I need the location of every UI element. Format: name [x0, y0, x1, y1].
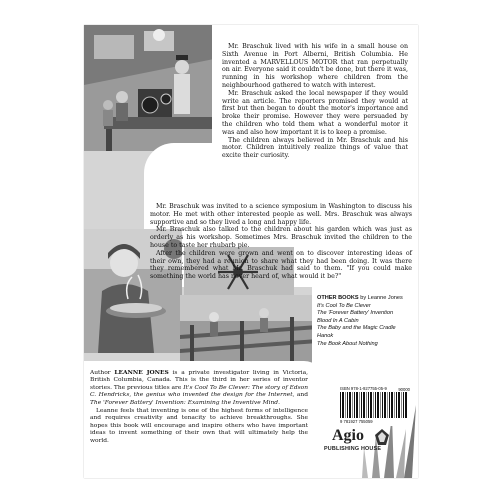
- isbn-text: ISBN 978-1-927755-05-9: [340, 386, 387, 391]
- story-paragraph: Mr. Braschuk also talked to the children about his garden which was just as orderly as his workshop. Sometimes Mrs. Braschuk invited the children to the house to taste her rhubarb pie.: [150, 226, 412, 249]
- publisher-emblem-icon: [375, 429, 389, 445]
- story-text-upper: [222, 43, 408, 160]
- publisher-name: Agio: [332, 427, 364, 444]
- story-paragraph: Mr. Braschuk asked the local newspaper if they would write an article. The reporters promised they would at first but then began to doubt the motor's importance and broke their promise. However they were persuaded by the children who told them what a wonderful motor it was and also how important it is to keep a promise.: [222, 89, 408, 136]
- book-title: Blood In A Cabin: [317, 317, 359, 324]
- story-paragraph: The children always believed in Mr. Braschuk and his motor. Children intuitively realize things of value that excite their curiosity.: [222, 136, 408, 160]
- author-bio: [90, 369, 308, 446]
- book-title: The Book About Nothing: [317, 340, 378, 347]
- publisher-logo: [320, 427, 400, 459]
- story-paragraph: After the children were grown and went on to discover interesting ideas of their own, they had a reunion to share what they had been doing. It was there they remembered what Mr. Braschuk had said to them. "If you could make something the world has never heard of, what would it be?": [150, 249, 412, 281]
- back-cover: [84, 25, 418, 478]
- book-title: The 'Forever Battery' Invention: [317, 310, 394, 317]
- other-books-list: [317, 295, 417, 348]
- story-paragraph: Mr. Braschuk lived with his wife in a small house on Sixth Avenue in Port Alberni, British Columbia. He invented a MARVELLOUS MOTOR that ran perpetually on air. Everyone said it couldn't be done, but there it was, running in his workshop where children from the neighbourhood gathered to watch with interest.: [222, 43, 408, 89]
- barcode: [338, 386, 410, 426]
- author-bio-paragraph: Leanne feels that inventing is one of the highest forms of intelligence and requires creativity and tenacity to achieve breakthroughs. She hopes this book will encourage and inspire others who have important ideas to invent something of their own that will ultimately help the world.: [90, 408, 308, 444]
- author-bio-paragraph: Author LEANNE JONES is a private investigator living in Victoria, British Columbia, Canada. This is the third in her series of inventor stories. The previous titles are It's Cool To Be Clever: The story of Edson C. Hendricks, the genius who invented the design for the Internet, and The 'Forever Battery' Invention: Examining the Inventive Mind.: [90, 369, 308, 406]
- barcode-digits: 9 781927 755059: [340, 419, 373, 424]
- other-books-heading: OTHER BOOKS by Leanne Jones: [317, 295, 403, 301]
- story-paragraph: Mr. Braschuk was invited to a science symposium in Washington to discuss his motor. He met with other interested people as well. Mrs. Braschuk was always supportive and so they lived a long and happy life.: [150, 203, 412, 226]
- fence-children-illustration: [180, 295, 318, 365]
- book-title: It's Cool To Be Clever: [317, 302, 371, 309]
- price-code: 90000: [398, 387, 410, 392]
- publisher-house: PUBLISHING HOUSE: [324, 446, 382, 452]
- book-title: The Baby and the Magic Cradle: [317, 325, 396, 332]
- story-text-lower: [150, 203, 412, 281]
- book-title: Hanok: [317, 332, 334, 339]
- barcode-bars: [340, 392, 408, 418]
